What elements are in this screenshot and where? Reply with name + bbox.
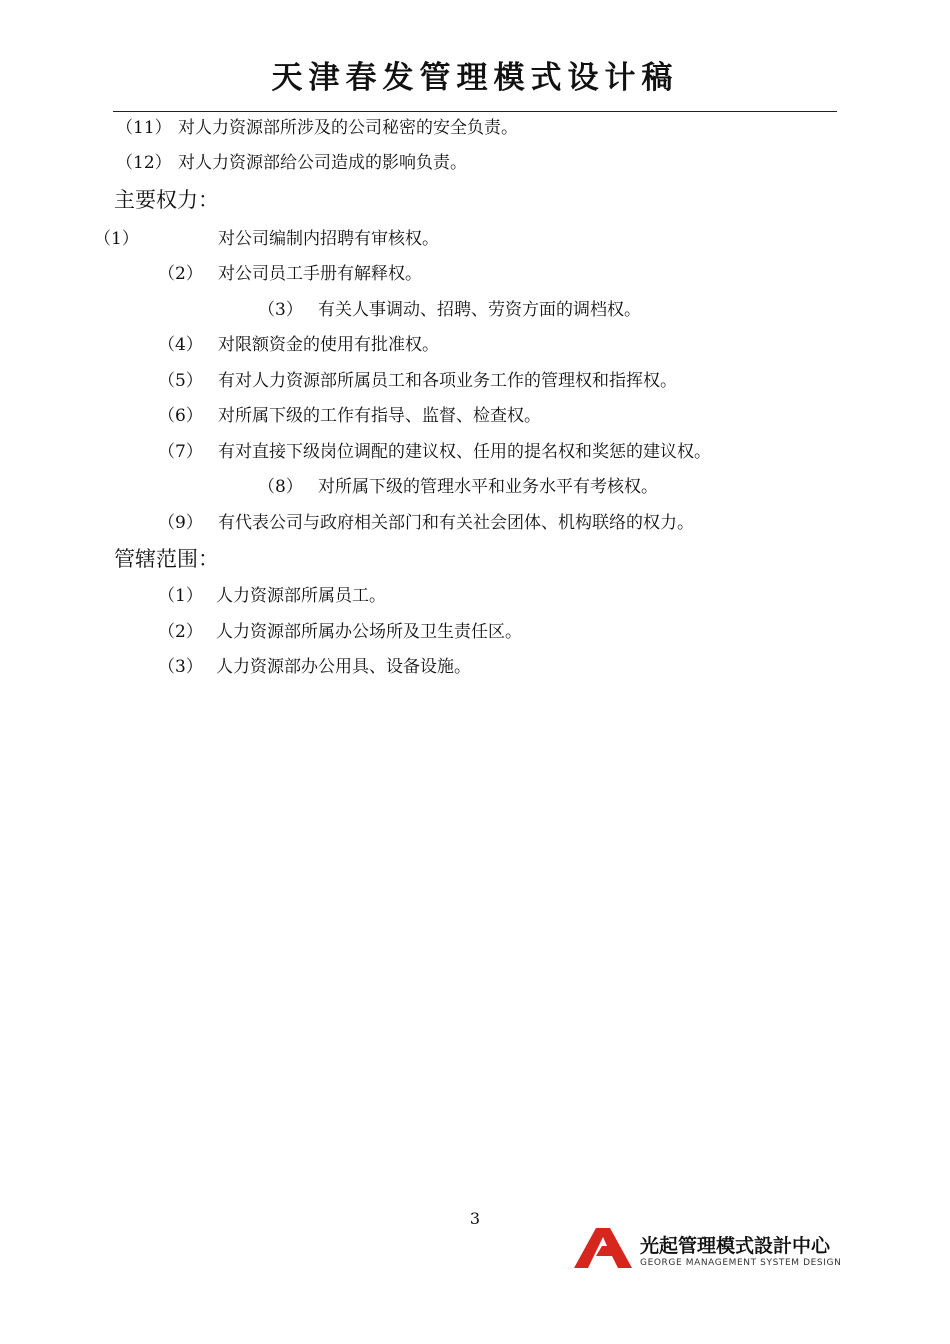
- item-text: 对公司编制内招聘有审核权。: [218, 229, 439, 249]
- item-number: （2）: [158, 264, 203, 284]
- header-divider: [113, 111, 837, 112]
- list-item: [158, 585, 386, 607]
- item-text: 对所属下级的工作有指导、监督、检查权。: [218, 406, 541, 426]
- list-item: [94, 228, 439, 250]
- list-item: [116, 117, 518, 139]
- list-item: [158, 370, 677, 392]
- list-item: [258, 299, 641, 321]
- item-text: 对人力资源部所涉及的公司秘密的安全负责。: [178, 118, 518, 138]
- item-text: 有关人事调动、招聘、劳资方面的调档权。: [318, 300, 641, 320]
- item-number: （9）: [158, 513, 203, 533]
- item-number: （3）: [258, 300, 303, 320]
- item-text: 对限额资金的使用有批准权。: [218, 335, 439, 355]
- item-text: 有代表公司与政府相关部门和有关社会团体、机构联络的权力。: [218, 513, 694, 533]
- item-text: 有对直接下级岗位调配的建议权、任用的提名权和奖惩的建议权。: [218, 442, 711, 462]
- list-item: [158, 621, 522, 643]
- item-text: 人力资源部办公用具、设备设施。: [216, 657, 471, 677]
- logo-english: GEORGE MANAGEMENT SYSTEM DESIGN: [640, 1258, 842, 1268]
- logo-a-icon: [574, 1228, 634, 1268]
- list-item: [158, 334, 439, 356]
- item-number: （2）: [158, 622, 203, 642]
- list-item: [158, 512, 694, 534]
- item-text: 对人力资源部给公司造成的影响负责。: [178, 153, 467, 173]
- item-text: 人力资源部所属员工。: [216, 586, 386, 606]
- logo-name: 光起管理模式設計中心: [640, 1235, 831, 1257]
- document-title: 天津春发管理模式设计稿: [271, 60, 679, 96]
- scope-heading: 管辖范围：: [114, 547, 219, 571]
- item-text: 有对人力资源部所属员工和各项业务工作的管理权和指挥权。: [218, 371, 677, 391]
- powers-heading: 主要权力：: [114, 188, 219, 212]
- item-text: 对公司员工手册有解释权。: [218, 264, 422, 284]
- item-number: （8）: [258, 477, 303, 497]
- list-item: [158, 405, 541, 427]
- item-number: （7）: [158, 442, 203, 462]
- list-item: [258, 476, 658, 498]
- item-number: （1）: [94, 229, 139, 249]
- item-number: （5）: [158, 371, 203, 391]
- item-number: （1）: [158, 586, 203, 606]
- item-text: 对所属下级的管理水平和业务水平有考核权。: [318, 477, 658, 497]
- item-number: （6）: [158, 406, 203, 426]
- item-number: （4）: [158, 335, 203, 355]
- list-item: [158, 263, 422, 285]
- company-logo: [574, 1228, 844, 1272]
- list-item: [116, 152, 467, 174]
- item-number: （3）: [158, 657, 203, 677]
- page-number: 3: [469, 1209, 481, 1228]
- list-item: [158, 441, 711, 463]
- item-number: （12）: [116, 153, 172, 173]
- item-text: 人力资源部所属办公场所及卫生责任区。: [216, 622, 522, 642]
- item-number: （11）: [116, 118, 172, 138]
- list-item: [158, 656, 471, 678]
